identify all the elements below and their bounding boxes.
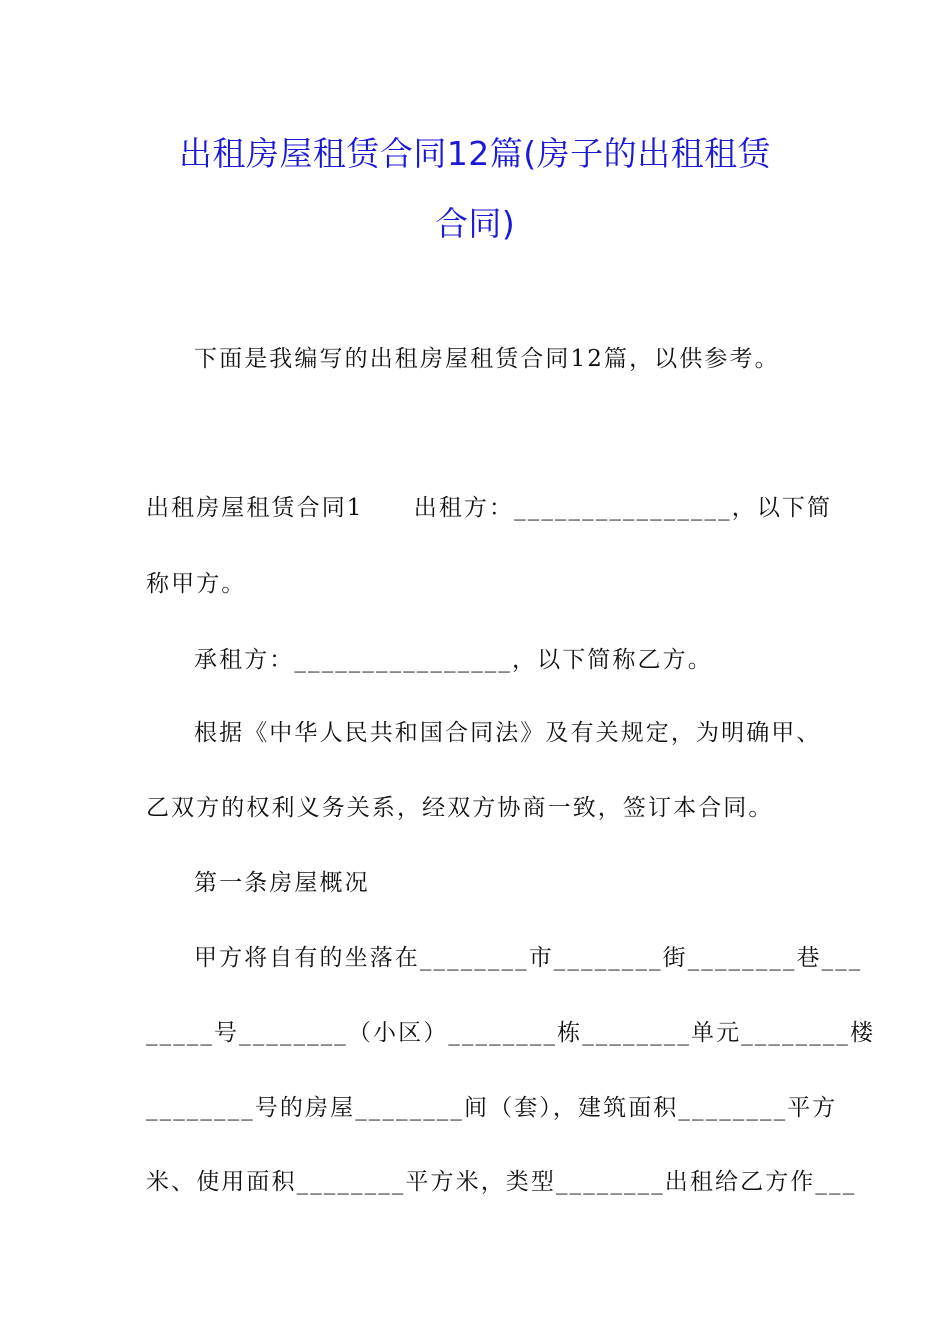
- paragraph-line: 称甲方。: [146, 571, 247, 597]
- paragraph-line: 根据《中华人民共和国合同法》及有关规定，为明确甲、: [194, 720, 822, 746]
- intro-paragraph: 下面是我编写的出租房屋租赁合同12篇，以供参考。: [194, 346, 780, 372]
- contract-heading-line: 出租房屋租赁合同1 出租方：________________，以下简: [146, 495, 833, 521]
- paragraph-line: 甲方将自有的坐落在________市________街________巷___: [194, 945, 863, 971]
- paragraph-line: 乙双方的权利义务关系，经双方协商一致，签订本合同。: [146, 795, 774, 821]
- paragraph-line: ________号的房屋________间（套），建筑面积________平方: [146, 1095, 838, 1121]
- tenant-line: 承租方：________________，以下简称乙方。: [194, 647, 713, 673]
- document-title-line-2: 合同): [434, 204, 516, 243]
- paragraph-line: 米、使用面积________平方米，类型________出租给乙方作___: [146, 1169, 857, 1195]
- article-heading: 第一条房屋概况: [194, 870, 370, 896]
- paragraph-line: _____号________（小区）________栋________单元________楼: [146, 1020, 876, 1046]
- document-title-line-1: 出租房屋租赁合同12篇(房子的出租租赁: [178, 134, 772, 173]
